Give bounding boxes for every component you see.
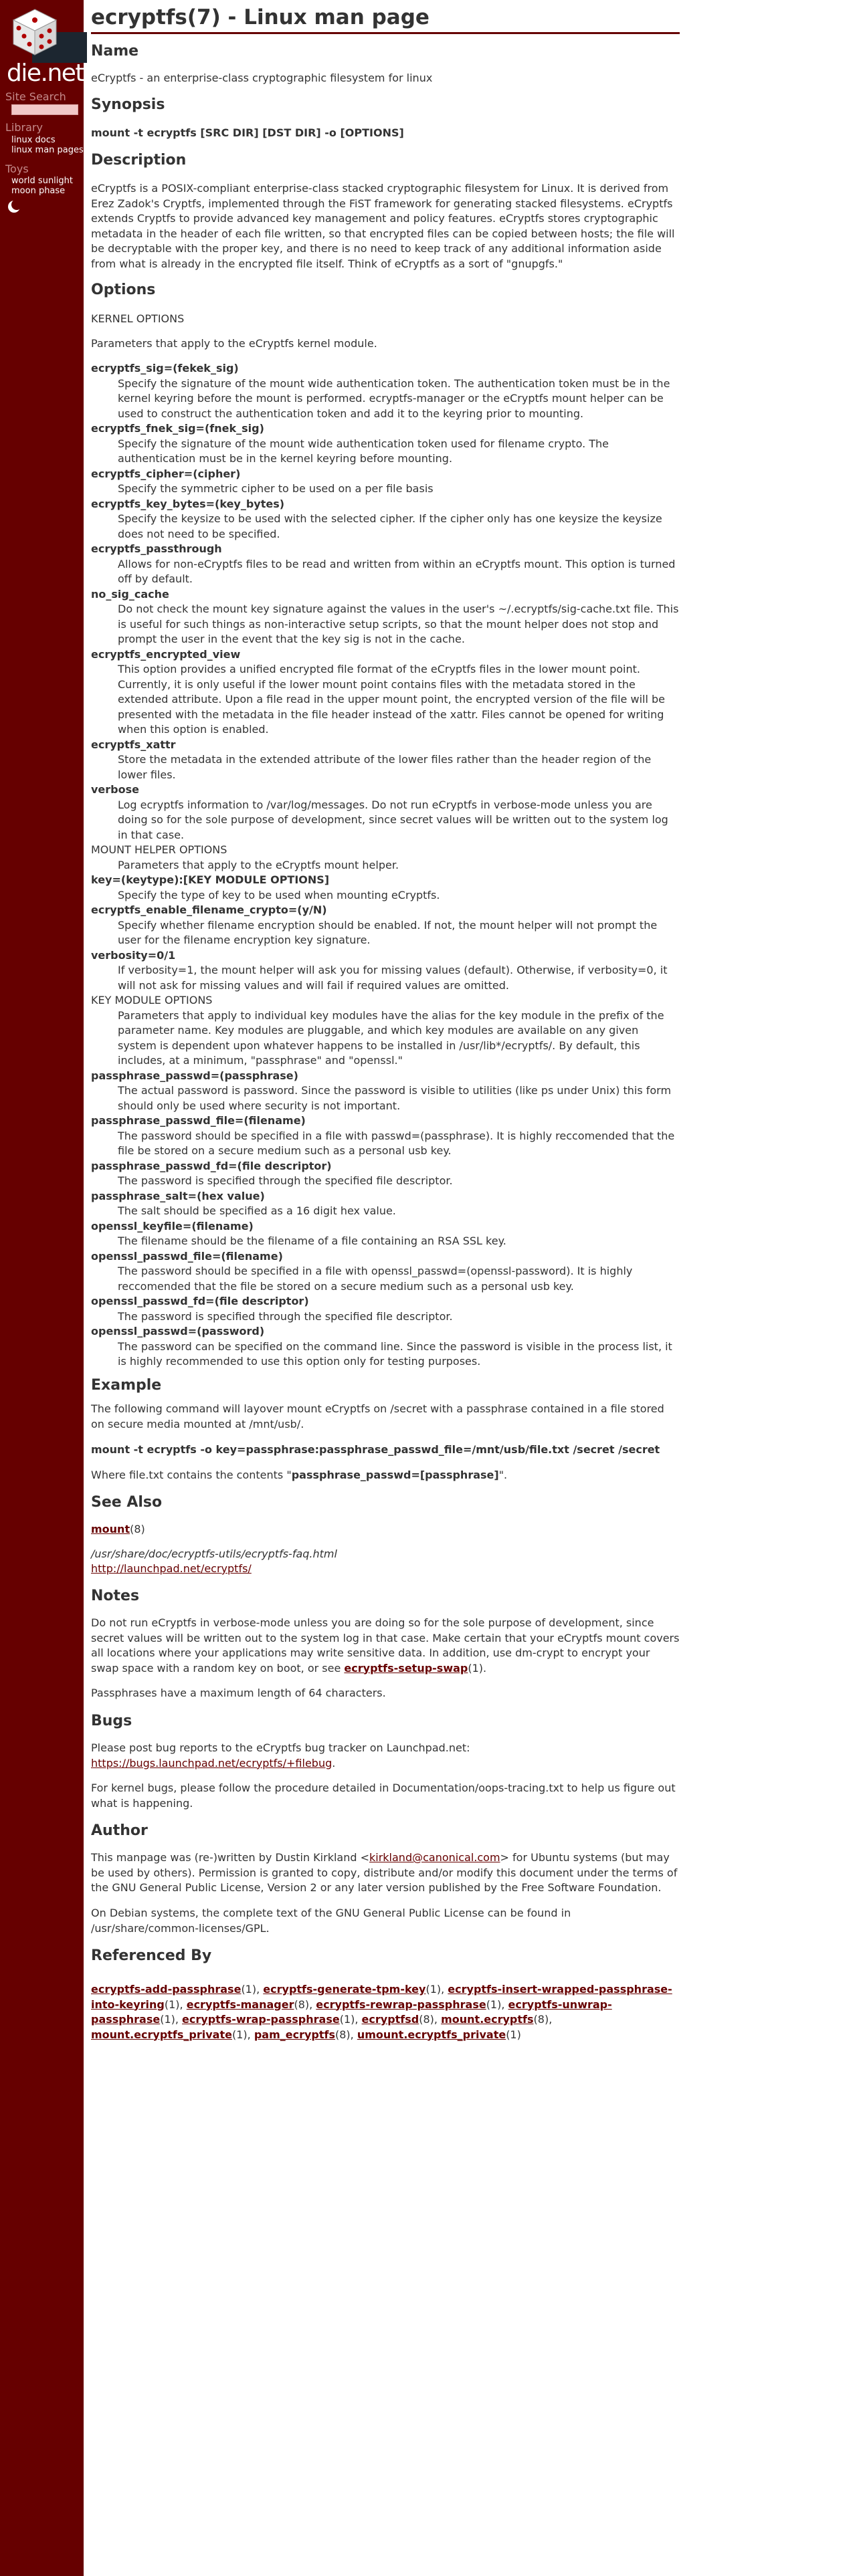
option-term: ecryptfs_key_bytes=(key_bytes): [91, 497, 285, 510]
site-search-heading: Site Search: [5, 90, 66, 103]
option-description: Store the metadata in the extended attribute of the lower files rather than the header region of the lower files.: [118, 753, 652, 781]
synopsis-command: mount -t ecryptfs [SRC DIR] [DST DIR] -o [OPTIONS]: [91, 126, 404, 139]
see-also-launchpad: [91, 1562, 680, 1577]
option-description: This option provides a unified encrypted file format of the eCryptfs files in the lower mount point. Currently, it is only useful if the lower mount point contains files with the metadata stored in the extended attribute. Upon a file read in the upper mount point, the encrypted version of the file will be presented with the metadata in the file header instead of the xattr. Files cannot be opened for writing when this option is enabled.: [118, 663, 665, 736]
option-term: verbose: [91, 783, 139, 796]
referenced-by-link[interactable]: ecryptfs-wrap-passphrase: [182, 2013, 340, 2026]
option-description: Specify the signature of the mount wide authentication token used for filename crypto. The authentication must be in the kernel keyring before mounting.: [118, 437, 609, 465]
notes-p1-text: Do not run eCryptfs in verbose-mode unless you are doing so for the sole purpose of development, since secret values will be written out to the system log in that case. Make certain that your eCryptfs mount covers all locations where your applications may write sensitive data. In addition, use dm-crypt to encrypt your swap space with a random key on boot, or see: [91, 1616, 680, 1675]
author-paragraph-1: [91, 1850, 680, 1896]
option-term: openssl_passwd_file=(filename): [91, 1249, 283, 1263]
option-description: Do not check the mount key signature against the values in the user's ~/.ecryptfs/sig-cache.txt file. This is useful for such things as non-interactive setup scripts, so that the mount helper does not stop and prompt the user in the event that the key sig is not in the cache.: [118, 603, 679, 645]
option-description: The salt should be specified as a 16 digit hex value.: [118, 1204, 396, 1217]
options-list: [91, 361, 680, 1370]
option-term: key=(keytype):[KEY MODULE OPTIONS]: [91, 873, 330, 886]
section-heading-description: Description: [91, 152, 187, 169]
notes-p1-after: (1).: [468, 1661, 487, 1675]
referenced-by-list: ecryptfs-add-passphrase(1), ecryptfs-generate-tpm-key(1), ecryptfs-insert-wrapped-passphrase-into-keyring(1), ecryptfs-manager(8), ecryptfs-rewrap-passphrase(1), ecryptfs-unwrap-passphrase(1), ecryptfs-wrap-passphrase(1), ecryptfsd(8), mount.ecryptfs(8), mount.ecryptfs_private(1), pam_ecryptfs(8), umount.ecryptfs_private(1): [91, 1983, 672, 2041]
page-title: ecryptfs(7) - Linux man page: [91, 4, 680, 34]
library-heading: Library: [5, 121, 43, 134]
example-where-before: Where file.txt contains the contents ": [91, 1469, 292, 1481]
sidebar-link-moon-phase[interactable]: moon phase: [11, 186, 66, 196]
option-term: passphrase_passwd_fd=(file descriptor): [91, 1159, 332, 1172]
option-description: The actual password is password. Since the password is visible to utilities (like ps under Unix) this form should only be used where security is not important.: [118, 1084, 672, 1112]
referenced-by-link[interactable]: ecryptfs-manager: [186, 1998, 294, 2011]
sidebar-link-world-sunlight[interactable]: world sunlight: [11, 176, 73, 186]
option-description: Specify the keysize to be used with the selected cipher. If the cipher only has one keysize the keysize does not need to be specified.: [118, 512, 662, 540]
referenced-by-link[interactable]: ecryptfs-rewrap-passphrase: [316, 1998, 486, 2011]
referenced-by-section: (1): [241, 1983, 257, 1996]
referenced-by-link[interactable]: mount.ecryptfs: [441, 2013, 534, 2026]
referenced-by-link[interactable]: ecryptfsd: [361, 2013, 419, 2026]
section-heading-name: Name: [91, 43, 139, 60]
section-heading-notes: Notes: [91, 1588, 140, 1604]
section-heading-author: Author: [91, 1822, 148, 1839]
referenced-by-link[interactable]: umount.ecryptfs_private: [357, 2028, 506, 2041]
link-author-email[interactable]: kirkland@canonical.com: [369, 1851, 500, 1864]
option-description: Allows for non-eCryptfs files to be read and written from within an eCryptfs mount. This option is turned off by default.: [118, 557, 676, 585]
option-description: The password should be specified in a file with openssl_passwd=(openssl-password). It is highly reccomended that the file be stored on a secure medium such as a personal usb key.: [118, 1265, 633, 1293]
option-term: ecryptfs_xattr: [91, 738, 176, 751]
option-group-heading: KEY MODULE OPTIONS: [91, 994, 213, 1006]
toys-heading: Toys: [5, 163, 29, 175]
section-heading-see-also: See Also: [91, 1494, 163, 1511]
referenced-by-link[interactable]: ecryptfs-add-passphrase: [91, 1983, 242, 1996]
referenced-by-section: (8): [294, 1998, 310, 2011]
logo-text: die.net: [7, 60, 84, 87]
sidebar-link-linux-docs[interactable]: linux docs: [11, 135, 56, 145]
option-description: The password can be specified on the command line. Since the password is visible in the process list, it is highly recommended to use this option only for testing purposes.: [118, 1339, 672, 1368]
bugs-p1-text: Please post bug reports to the eCryptfs bug tracker on Launchpad.net:: [91, 1741, 470, 1754]
referenced-by-link[interactable]: ecryptfs-insert-wrapped-passphrase-into-keyring: [91, 1983, 672, 2011]
section-heading-bugs: Bugs: [91, 1713, 132, 1729]
author-p1-before: This manpage was (re-)written by Dustin Kirkland <: [91, 1851, 369, 1864]
referenced-by-section: (1): [506, 2028, 521, 2041]
option-term: ecryptfs_passthrough: [91, 542, 222, 555]
search-input[interactable]: [11, 104, 78, 115]
option-group-heading: MOUNT HELPER OPTIONS: [91, 843, 227, 856]
referenced-by-section: (1): [339, 2013, 355, 2026]
see-also-faq-path: /usr/share/doc/ecryptfs-utils/ecryptfs-faq.html: [91, 1547, 337, 1560]
kernel-options-heading: KERNEL OPTIONS: [91, 312, 185, 325]
sidebar-link-linux-man-pages[interactable]: linux man pages: [11, 145, 84, 155]
referenced-by-section: (1): [164, 1998, 180, 2011]
option-description: Parameters that apply to individual key modules have the alias for the key module in the prefix of the parameter name. Key modules are pluggable, and which key modules are available on any given system is dependent upon whatever happens to be installed in /usr/lib*/ecryptfs/. By default, this includes, at a minimum, "passphrase" and "openssl.": [118, 1008, 664, 1067]
referenced-by-link[interactable]: pam_ecryptfs: [254, 2028, 335, 2041]
option-term: ecryptfs_fnek_sig=(fnek_sig): [91, 422, 264, 435]
option-term: openssl_passwd_fd=(file descriptor): [91, 1295, 309, 1307]
referenced-by-section: (1): [231, 2028, 248, 2041]
option-description: Parameters that apply to the eCryptfs mount helper.: [118, 858, 399, 871]
see-also-mount-section: (8): [130, 1523, 145, 1535]
author-p1-after: > for Ubuntu systems (but may be used by others). Permission is granted to copy, distribute and/or modify this document under the terms of the GNU General Public License, Version 2 or any later version published by the Free Software Foundation.: [91, 1851, 678, 1894]
option-description: Specify the type of key to be used when mounting eCryptfs.: [118, 888, 440, 901]
option-term: no_sig_cache: [91, 587, 169, 601]
option-description: Specify the signature of the mount wide authentication token. The authentication token must be in the kernel keyring before the mount is performed. ecryptfs-manager or the eCryptfs mount helper can be used to construct the authentication token and add it to the keyring prior to mounting.: [118, 377, 670, 420]
section-heading-options: Options: [91, 282, 156, 298]
author-paragraph-2: On Debian systems, the complete text of the GNU General Public License can be found in /usr/share/common-licenses/GPL.: [91, 1907, 571, 1935]
option-term: ecryptfs_enable_filename_crypto=(y/N): [91, 903, 327, 916]
option-description: Log ecryptfs information to /var/log/messages. Do not run eCryptfs in verbose-mode unless you are doing so for the sole purpose of development, since secret values will be written out to the system log in that case.: [118, 798, 668, 841]
referenced-by-section: (8): [419, 2013, 434, 2026]
referenced-by-section: (8): [533, 2013, 549, 2026]
link-ecryptfs-setup-swap[interactable]: ecryptfs-setup-swap: [344, 1661, 468, 1675]
option-description: If verbosity=1, the mount helper will ask you for missing values (default). Otherwise, if verbosity=0, it will not ask for missing values and will fail if required values are omitted.: [118, 964, 668, 992]
example-intro: The following command will layover mount eCryptfs on /secret with a passphrase contained in a file stored on secure media mounted at /mnt/usb/.: [91, 1402, 664, 1430]
option-term: openssl_passwd=(password): [91, 1325, 265, 1337]
example-where-bold: passphrase_passwd=[passphrase]: [291, 1469, 499, 1481]
referenced-by-section: (1): [160, 2013, 175, 2026]
referenced-by-link[interactable]: mount.ecryptfs_private: [91, 2028, 232, 2041]
referenced-by-link[interactable]: ecryptfs-unwrap-passphrase: [91, 1998, 612, 2026]
section-heading-synopsis: Synopsis: [91, 96, 165, 113]
bugs-paragraph-1: [91, 1741, 680, 1771]
dice-icon: [9, 7, 60, 58]
description-text: eCryptfs is a POSIX-compliant enterprise-class stacked cryptographic filesystem for Linux. It is derived from Erez Zadok's Cryptfs, implemented through the FiST framework for generating stacked filesystems. eCryptfs extends Cryptfs to provide advanced key management and policy features. eCryptfs stores cryptographic metadata in the header of each file written, so that encrypted files can be copied between hosts; the file will be decryptable with the proper key, and there is no need to keep track of any additional information aside from what is already in the encrypted file itself. Think of eCryptfs as a sort of "gnupgfs.": [91, 182, 675, 270]
section-heading-referenced-by: Referenced By: [91, 1947, 212, 1964]
moon-icon[interactable]: [7, 199, 21, 214]
section-heading-example: Example: [91, 1377, 162, 1394]
notes-paragraph-1: [91, 1616, 680, 1676]
option-description: The password should be specified in a file with passwd=(passphrase). It is highly reccomended that the file be stored on a secure medium such as a personal usb key.: [118, 1129, 675, 1157]
option-description: Specify whether filename encryption should be enabled. If not, the mount helper will not prompt the user for the filename encryption key signature.: [118, 918, 658, 946]
name-text: eCryptfs - an enterprise-class cryptographic filesystem for linux: [91, 72, 433, 84]
referenced-by-link[interactable]: ecryptfs-generate-tpm-key: [263, 1983, 426, 1996]
site-logo[interactable]: [4, 5, 84, 87]
option-term: openssl_keyfile=(filename): [91, 1219, 254, 1232]
option-description: The filename should be the filename of a file containing an RSA SSL key.: [118, 1235, 506, 1247]
kernel-options-intro: Parameters that apply to the eCryptfs kernel module.: [91, 337, 377, 350]
link-launchpad[interactable]: http://launchpad.net/ecryptfs/: [91, 1562, 252, 1575]
referenced-by-section: (1): [486, 1998, 502, 2011]
option-description: The password is specified through the specified file descriptor.: [118, 1174, 453, 1187]
bugs-p1-after: .: [332, 1756, 336, 1769]
option-description: Specify the symmetric cipher to be used on a per file basis: [118, 482, 434, 495]
option-term: passphrase_salt=(hex value): [91, 1189, 265, 1202]
option-term: passphrase_passwd=(passphrase): [91, 1069, 298, 1082]
option-term: passphrase_passwd_file=(filename): [91, 1114, 306, 1127]
bugs-paragraph-2: For kernel bugs, please follow the procedure detailed in Documentation/oops-tracing.txt to help us figure out what is happening.: [91, 1782, 676, 1810]
notes-paragraph-2: Passphrases have a maximum length of 64 characters.: [91, 1687, 386, 1699]
link-mount[interactable]: mount: [91, 1523, 130, 1535]
option-term: ecryptfs_cipher=(cipher): [91, 467, 241, 480]
referenced-by-section: (8): [335, 2028, 351, 2041]
example-command: mount -t ecryptfs -o key=passphrase:passphrase_passwd_file=/mnt/usb/file.txt /secret /secret: [91, 1443, 660, 1456]
example-where-after: ".: [498, 1469, 508, 1481]
option-term: verbosity=0/1: [91, 948, 176, 962]
referenced-by-section: (1): [425, 1983, 442, 1996]
sidebar: [0, 0, 84, 2576]
option-description: The password is specified through the specified file descriptor.: [118, 1309, 453, 1323]
see-also-mount: [91, 1522, 680, 1537]
option-term: ecryptfs_sig=(fekek_sig): [91, 362, 239, 374]
link-bug-tracker[interactable]: https://bugs.launchpad.net/ecryptfs/+filebug: [91, 1756, 332, 1769]
option-term: ecryptfs_encrypted_view: [91, 647, 241, 661]
example-where: [91, 1468, 680, 1483]
